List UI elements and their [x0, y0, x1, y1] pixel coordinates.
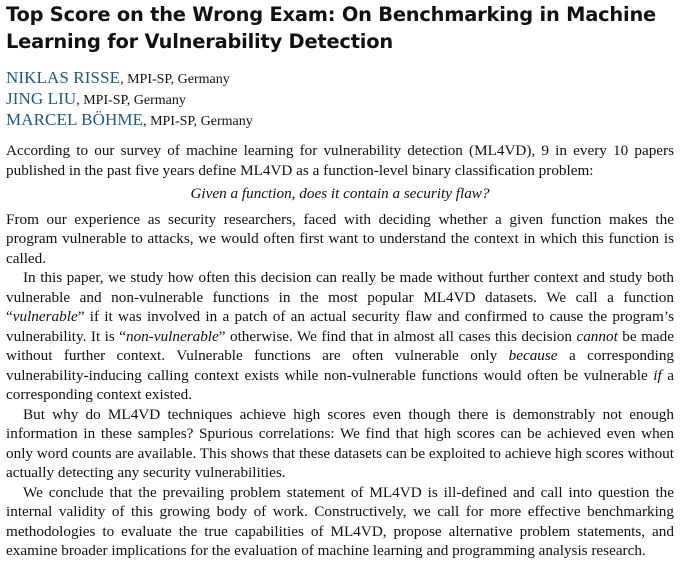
author-name: JING LIU	[6, 89, 77, 108]
author-name: MARCEL BÖHME	[6, 110, 144, 129]
abstract-paragraph-5: We conclude that the prevailing problem statement of ML4VD is ill-defined and call into question the internal validity of this growing body of work. Constructively, we call for more effective benchmarking methodologies to evaluate the true capabilities of ML4VD, propose alternative problem statements, and examine broader implications for the evaluation of machine learning and programming analysis research.	[6, 483, 674, 559]
author-affiliation: , MPI-SP, Germany	[143, 114, 253, 129]
emphasis-vulnerable: vulnerable	[12, 308, 78, 325]
author-entry	[6, 68, 674, 89]
abstract-paragraph-2: From our experience as security researchers, faced with deciding whether a given function makes the program vulnerable to attacks, we would often first want to understand the context in which this function is called.	[6, 210, 674, 267]
text-span: a corresponding context existed.	[6, 366, 674, 403]
emphasis-cannot: cannot	[576, 327, 618, 345]
text-span: In this paper, we study how often this decision can really be made without further context and study both vulnerable and non-vulnerable functions in the most popular ML4VD datasets. We call a function “	[6, 269, 674, 325]
author-entry	[6, 89, 674, 110]
author-name: NIKLAS RISSE	[6, 68, 121, 87]
abstract-paragraph-1: According to our survey of machine learning for vulnerability detection (ML4VD), 9 in every 10 papers published in the past five years define ML4VD as a function-level binary classification problem:	[6, 142, 674, 179]
author-entry	[6, 110, 674, 131]
text-span: ” otherwise. We find that in almost all cases this decision	[218, 327, 577, 345]
text-span: a corresponding vulnerability-inducing calling context exists while non-vulnerable functions would often be vulnerable	[6, 347, 675, 384]
paper-title: Top Score on the Wrong Exam: On Benchmarking in Machine Learning for Vulnerability Detection	[6, 3, 657, 53]
abstract	[6, 141, 674, 561]
author-list	[6, 68, 674, 131]
emphasis-if: if	[653, 366, 662, 384]
author-affiliation: , MPI-SP, Germany	[76, 93, 186, 108]
emphasis-non-vulnerable: non-vulnerable	[125, 327, 219, 345]
text-span: ” if it was involved in a patch of an actual security flaw and confirmed to cause the program’s vulnerability. It is “	[6, 308, 674, 345]
author-affiliation: , MPI-SP, Germany	[120, 72, 230, 87]
abstract-paragraph-4: But why do ML4VD techniques achieve high scores even though there is demonstrably not enough information in these samples? Spurious correlations: We find that high scores can be achieved even when only word counts are available. This shows that these datasets can be exploited to achieve high scores without actually detecting any security vulnerabilities.	[6, 405, 674, 481]
research-question: Given a function, does it contain a security flaw?	[190, 185, 490, 202]
emphasis-because: because	[508, 347, 558, 364]
text-span: be made without further context. Vulnerable functions are often vulnerable only	[6, 327, 674, 364]
abstract-paragraph-3	[6, 268, 674, 405]
